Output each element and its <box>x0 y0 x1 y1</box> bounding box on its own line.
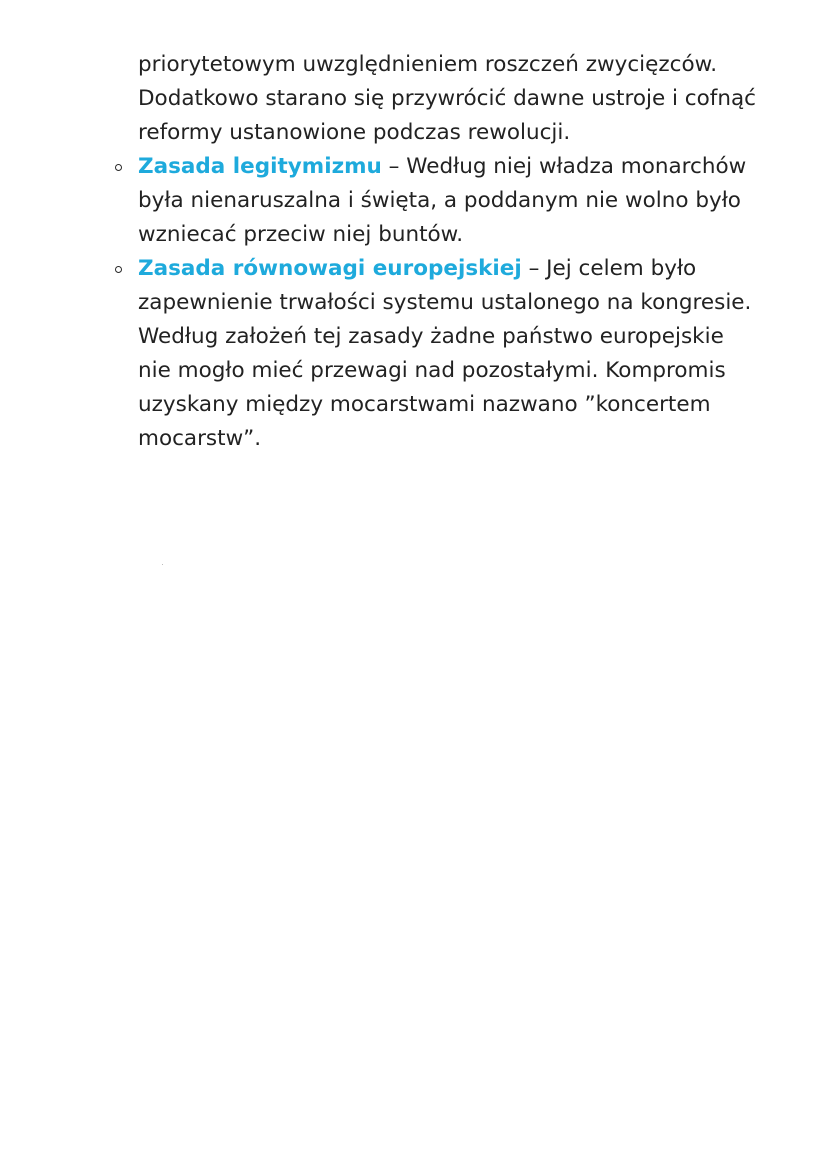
stray-dot <box>162 564 163 565</box>
description-rownowaga: Jej celem było zapewnienie trwałości systemu ustalonego na kongresie. Według założeń tej zasady żadne państwo europejskie nie mogło mieć przewagi nad pozostałymi. Kompromis uzyskany między mocarstwami nazwano ”koncertem mocarstw”. <box>138 256 752 451</box>
list-item-rownowaga <box>138 252 758 456</box>
term-rownowaga: Zasada równowagi europejskiej <box>138 256 522 281</box>
document-body <box>138 48 758 456</box>
term-separator: – <box>381 154 407 179</box>
circle-bullet-icon <box>115 266 122 273</box>
term-separator: – <box>521 256 547 281</box>
term-legitimizm: Zasada legitymizmu <box>138 154 382 179</box>
intro-paragraph: priorytetowym uwzględnieniem roszczeń zwycięzców. Dodatkowo starano się przywrócić dawne ustroje i cofnąć reformy ustanowione podczas rewolucji. <box>138 52 756 145</box>
principles-list <box>138 150 758 456</box>
description-legitimizm: Według niej władza monarchów była nienaruszalna i święta, a poddanym nie wolno było wzniecać przeciw niej buntów. <box>138 154 747 247</box>
list-item-legitimizm <box>138 150 758 252</box>
circle-bullet-icon <box>115 164 122 171</box>
